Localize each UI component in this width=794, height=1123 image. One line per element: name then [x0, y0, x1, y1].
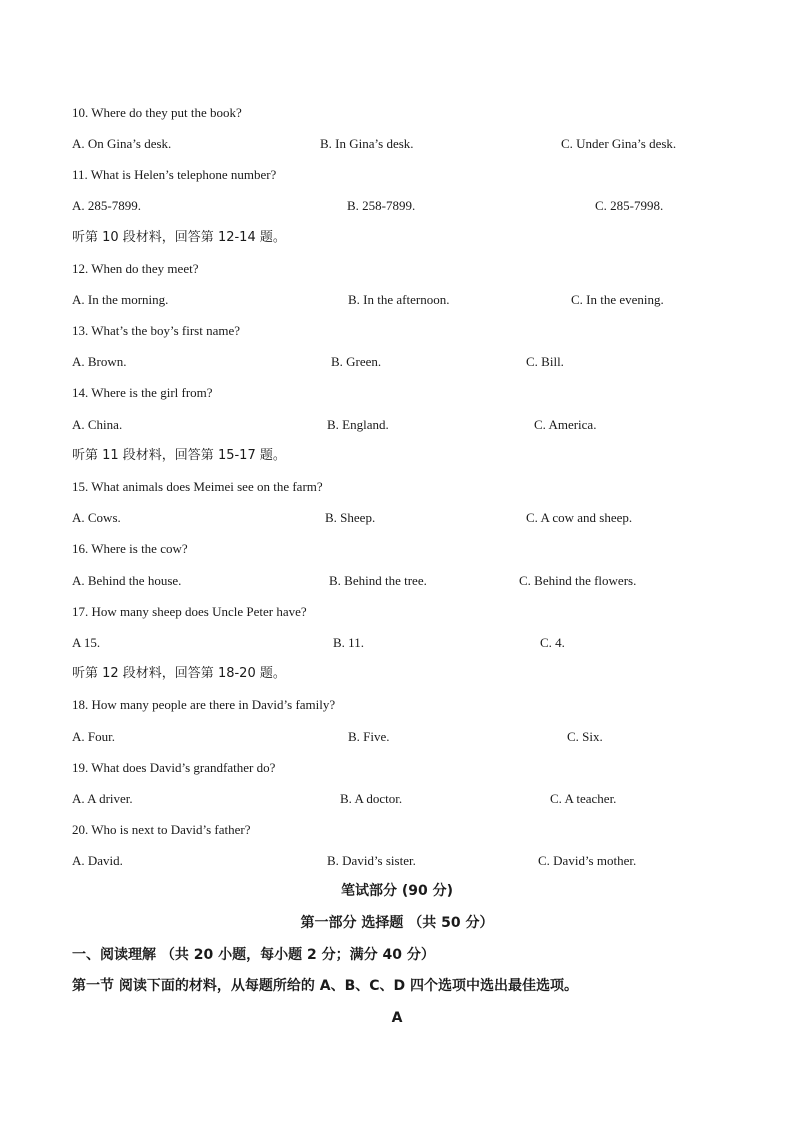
question-18-option-b: B. Five.	[348, 729, 390, 744]
question-17-option-a: A 15.	[72, 635, 101, 650]
question-16-option-c: C. Behind the flowers.	[519, 573, 637, 588]
section-instruction-10: 听第 10 段材料，回答第 12-14 题。	[72, 230, 286, 245]
part-one-heading: 第一部分 选择题 （共 50 分）	[300, 915, 494, 931]
question-14-option-b: B. England.	[327, 417, 389, 432]
question-18-option-a: A. Four.	[72, 729, 115, 744]
question-14-option-a: A. China.	[72, 417, 123, 432]
question-16-option-a: A. Behind the house.	[72, 573, 182, 588]
question-16-option-b: B. Behind the tree.	[329, 573, 427, 588]
question-20-option-c: C. David’s mother.	[538, 853, 637, 868]
question-12-stem: 12. When do they meet?	[72, 261, 199, 276]
question-10-option-a: A. On Gina’s desk.	[72, 136, 172, 151]
question-15-option-c: C. A cow and sheep.	[526, 510, 633, 525]
question-17-option-c: C. 4.	[540, 635, 565, 650]
question-19-stem: 19. What does David’s grandfather do?	[72, 760, 276, 775]
question-12-option-c: C. In the evening.	[571, 292, 664, 307]
question-20-option-a: A. David.	[72, 853, 123, 868]
question-18-option-c: C. Six.	[567, 729, 603, 744]
question-11-option-b: B. 258-7899.	[347, 198, 416, 213]
question-10-option-c: C. Under Gina’s desk.	[561, 136, 677, 151]
question-20-option-b: B. David’s sister.	[327, 853, 416, 868]
question-15-option-b: B. Sheep.	[325, 510, 376, 525]
section-instruction-12: 听第 12 段材料，回答第 18-20 题。	[72, 666, 286, 681]
question-19-option-a: A. A driver.	[72, 791, 133, 806]
question-12-option-a: A. In the morning.	[72, 292, 169, 307]
question-11-stem: 11. What is Helen’s telephone number?	[72, 167, 277, 182]
question-11-option-a: A. 285-7899.	[72, 198, 141, 213]
section-one-instruction: 第一节 阅读下面的材料，从每题所给的 A、B、C、D 四个选项中选出最佳选项。	[72, 978, 579, 994]
question-12-option-b: B. In the afternoon.	[348, 292, 450, 307]
question-13-option-c: C. Bill.	[526, 354, 564, 369]
question-11-option-c: C. 285-7998.	[595, 198, 664, 213]
written-part-heading: 笔试部分 (90 分)	[340, 883, 454, 899]
question-17-option-b: B. 11.	[333, 635, 364, 650]
reading-comprehension-heading: 一、阅读理解 （共 20 小题，每小题 2 分；满分 40 分）	[72, 947, 435, 963]
question-19-option-b: B. A doctor.	[340, 791, 403, 806]
question-15-option-a: A. Cows.	[72, 510, 121, 525]
question-14-option-c: C. America.	[534, 417, 597, 432]
question-14-stem: 14. Where is the girl from?	[72, 385, 213, 400]
question-10-option-b: B. In Gina’s desk.	[320, 136, 414, 151]
question-17-stem: 17. How many sheep does Uncle Peter have?	[72, 604, 307, 619]
question-19-option-c: C. A teacher.	[550, 791, 617, 806]
section-instruction-11: 听第 11 段材料，回答第 15-17 题。	[72, 448, 286, 463]
question-13-option-b: B. Green.	[331, 354, 382, 369]
question-13-option-a: A. Brown.	[72, 354, 127, 369]
question-10-stem: 10. Where do they put the book?	[72, 105, 242, 120]
question-13-stem: 13. What’s the boy’s first name?	[72, 323, 241, 338]
question-15-stem: 15. What animals does Meimei see on the farm?	[72, 479, 323, 494]
question-18-stem: 18. How many people are there in David’s family?	[72, 697, 336, 712]
question-16-stem: 16. Where is the cow?	[72, 541, 188, 556]
passage-label: A	[391, 1010, 403, 1026]
question-20-stem: 20. Who is next to David’s father?	[72, 822, 251, 837]
